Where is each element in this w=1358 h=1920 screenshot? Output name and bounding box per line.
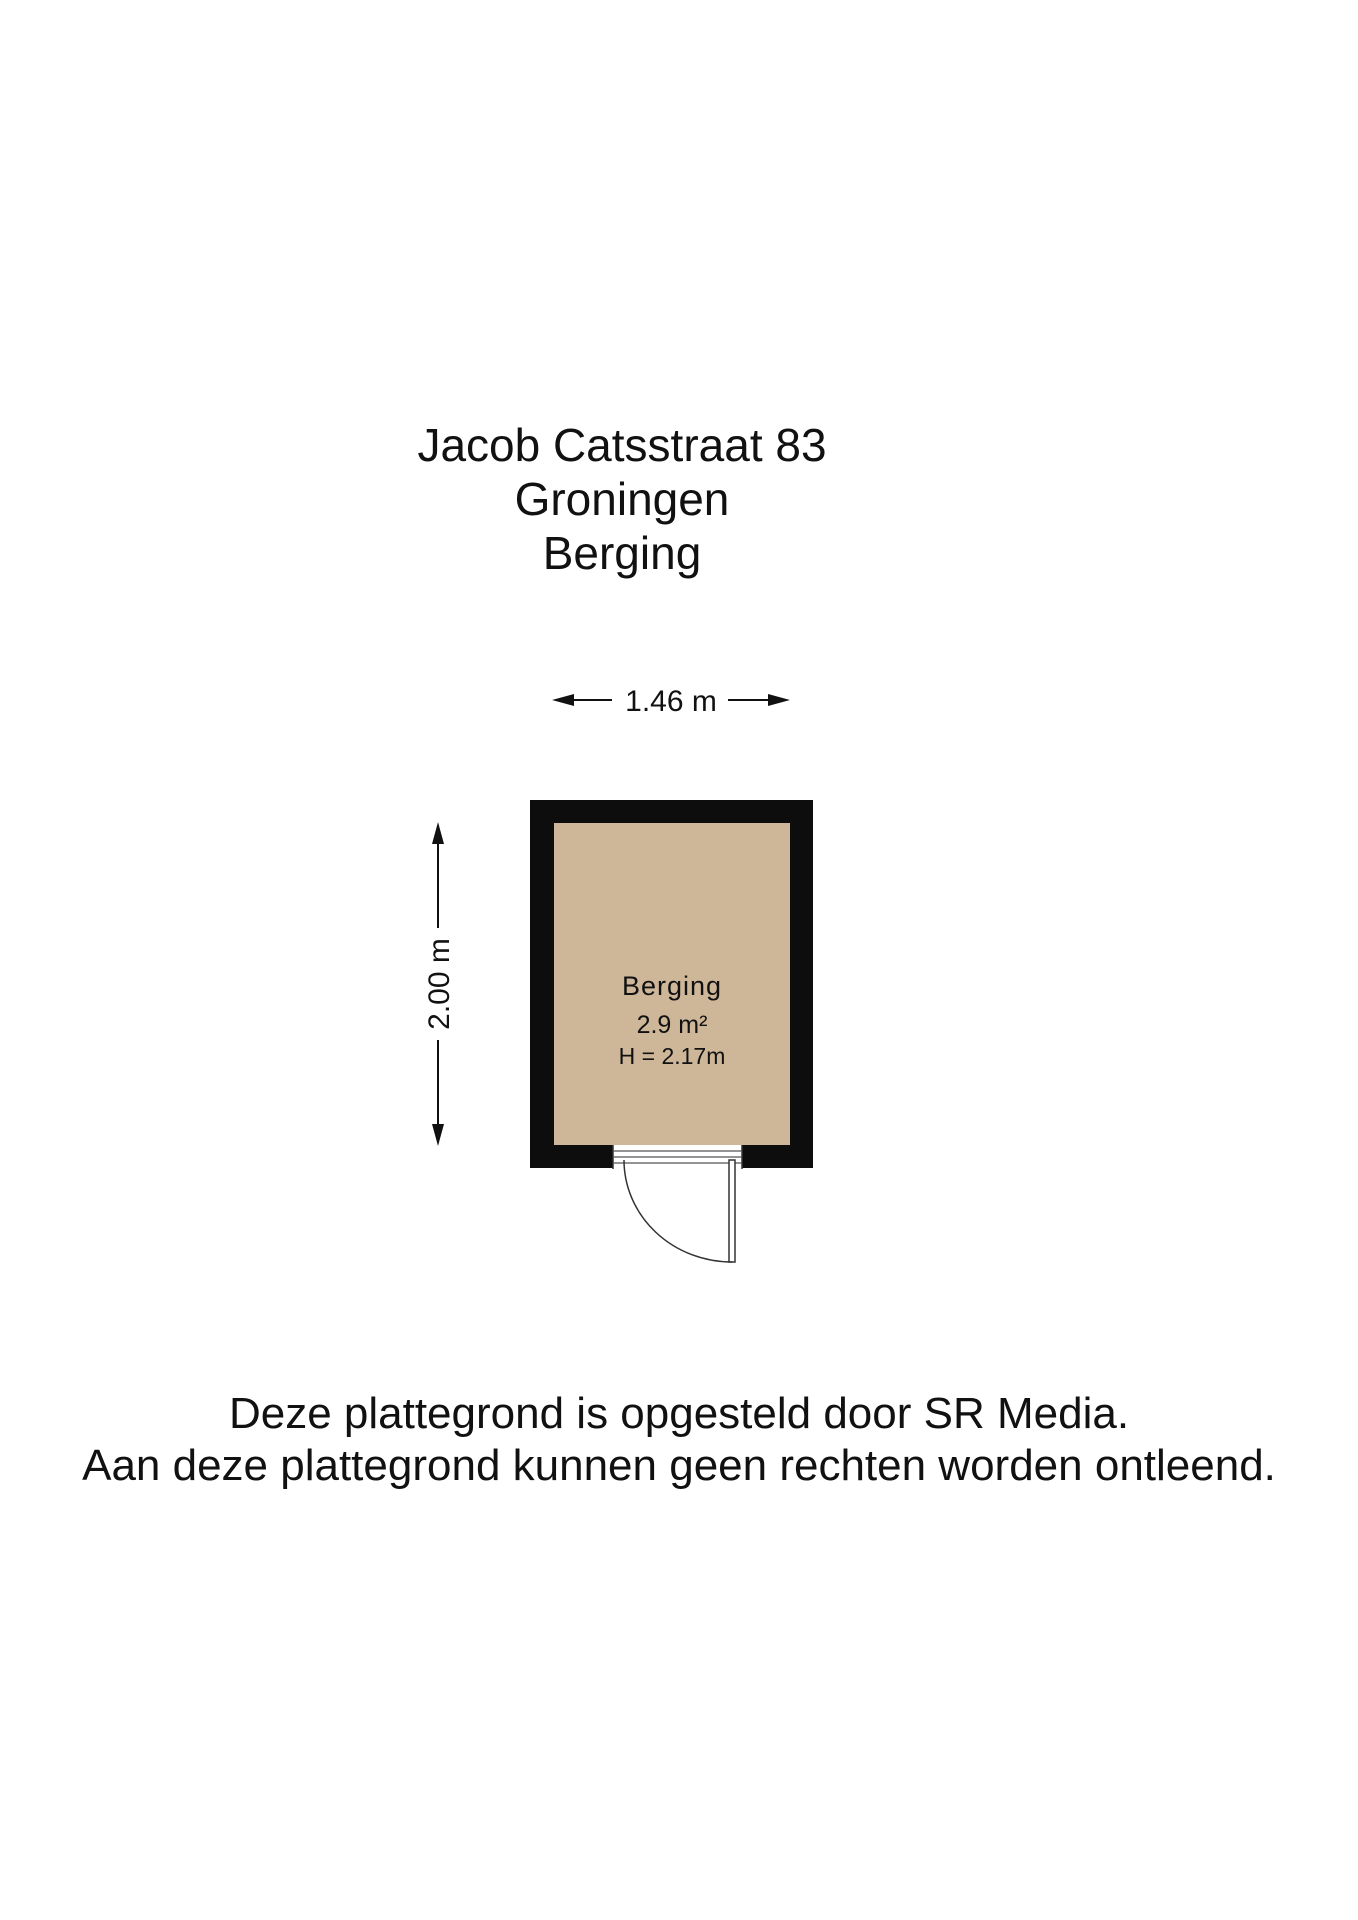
width-dimension: [552, 685, 790, 718]
height-arrow-up-icon: [432, 822, 444, 844]
height-label: 2.00 m: [423, 938, 456, 1030]
room-berging: [530, 800, 813, 1262]
address-title: Jacob Catsstraat 83: [417, 419, 827, 471]
height-arrow-down-icon: [432, 1124, 444, 1146]
door-swing-arc: [624, 1160, 732, 1262]
disclaimer-line-2: Aan deze plattegrond kunnen geen rechten worden ontleend.: [82, 1441, 1276, 1490]
door-leaf: [729, 1160, 735, 1262]
city-title: Groningen: [514, 473, 730, 525]
room-ceiling-height: H = 2.17m: [618, 1043, 726, 1069]
room-name: Berging: [621, 971, 723, 1001]
room-area: 2.9 m²: [636, 1011, 708, 1039]
height-dimension: [423, 822, 456, 1146]
floor-title: Berging: [542, 527, 702, 579]
width-arrow-left-icon: [552, 694, 574, 706]
disclaimer: [0, 1388, 1358, 1492]
width-label: 1.46 m: [625, 685, 717, 718]
disclaimer-line-1: Deze plattegrond is opgesteld door SR Media.: [228, 1389, 1130, 1438]
width-arrow-right-icon: [768, 694, 790, 706]
